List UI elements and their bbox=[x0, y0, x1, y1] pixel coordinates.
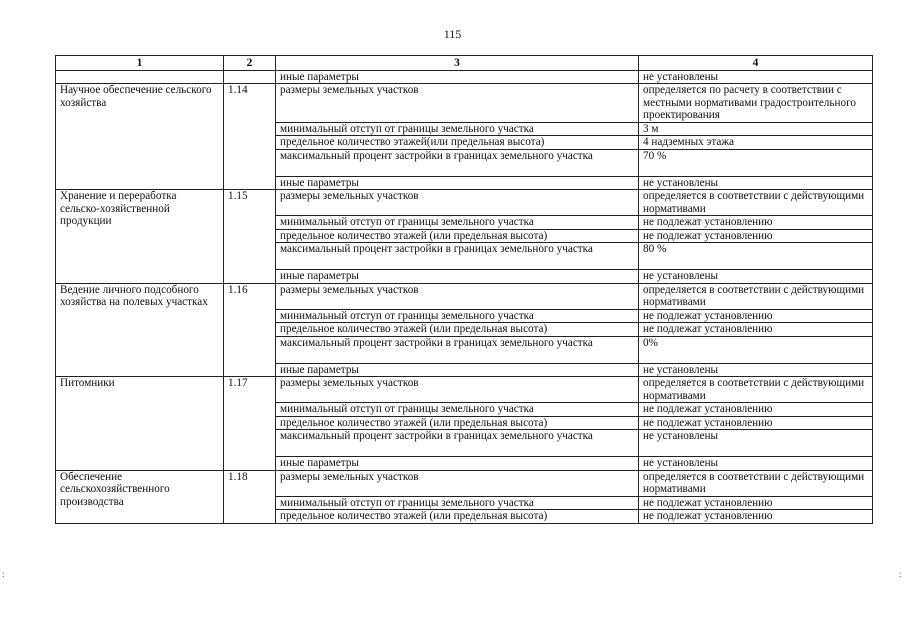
value-cell: не установлены bbox=[639, 457, 873, 471]
code-cell: 1.16 bbox=[224, 283, 276, 377]
param-cell: размеры земельных участков bbox=[276, 377, 639, 403]
value-cell: не подлежат установлению bbox=[639, 309, 873, 323]
param-cell: максимальный процент застройки в границах земельного участка bbox=[276, 336, 639, 363]
param-cell: минимальный отступ от границы земельного участка bbox=[276, 403, 639, 417]
param-cell: предельное количество этажей (или предельная высота) bbox=[276, 416, 639, 430]
param-cell: размеры земельных участков bbox=[276, 84, 639, 123]
value-cell: не установлены bbox=[639, 270, 873, 284]
edge-mark-right: : bbox=[899, 569, 902, 579]
header-col-1: 1 bbox=[56, 56, 224, 71]
param-cell: максимальный процент застройки в границах земельного участка bbox=[276, 149, 639, 176]
value-cell: определяется в соответствии с действующими нормативами bbox=[639, 470, 873, 496]
code-cell: 1.15 bbox=[224, 190, 276, 284]
use-name-cell: Обеспечение сельскохозяйственного производства bbox=[56, 470, 224, 523]
param-cell: иные параметры bbox=[276, 176, 639, 190]
table-body bbox=[56, 70, 873, 523]
param-cell: минимальный отступ от границы земельного участка bbox=[276, 122, 639, 136]
use-name-cell: Питомники bbox=[56, 377, 224, 471]
header-col-3: 3 bbox=[276, 56, 639, 71]
param-cell: иные параметры bbox=[276, 457, 639, 471]
use-name-cell: Научное обеспечение сельского хозяйства bbox=[56, 84, 224, 190]
value-cell: не подлежат установлению bbox=[639, 496, 873, 510]
value-cell: определяется в соответствии с действующими нормативами bbox=[639, 283, 873, 309]
regulations-table bbox=[55, 55, 873, 524]
param-cell: максимальный процент застройки в границах земельного участка bbox=[276, 430, 639, 457]
value-cell: не установлены bbox=[639, 430, 873, 457]
use-name-cell bbox=[56, 70, 224, 84]
header-col-2: 2 bbox=[224, 56, 276, 71]
code-cell bbox=[224, 70, 276, 84]
param-cell: предельное количество этажей (или предельная высота) bbox=[276, 229, 639, 243]
value-cell: не установлены bbox=[639, 70, 873, 84]
param-cell: предельное количество этажей (или предельная высота) bbox=[276, 510, 639, 524]
param-cell: минимальный отступ от границы земельного участка bbox=[276, 496, 639, 510]
param-cell: размеры земельных участков bbox=[276, 190, 639, 216]
code-cell: 1.14 bbox=[224, 84, 276, 190]
use-name-cell: Хранение и переработка сельско-хозяйственной продукции bbox=[56, 190, 224, 284]
value-cell: 0% bbox=[639, 336, 873, 363]
value-cell: не подлежат установлению bbox=[639, 403, 873, 417]
param-cell: предельное количество этажей (или предельная высота) bbox=[276, 323, 639, 337]
edge-mark-left: : bbox=[2, 569, 5, 579]
use-name-cell: Ведение личного подсобного хозяйства на полевых участках bbox=[56, 283, 224, 377]
value-cell: определяется в соответствии с действующими нормативами bbox=[639, 377, 873, 403]
param-cell: иные параметры bbox=[276, 363, 639, 377]
table-row bbox=[56, 283, 873, 309]
param-cell: размеры земельных участков bbox=[276, 283, 639, 309]
code-cell: 1.17 bbox=[224, 377, 276, 471]
param-cell: размеры земельных участков bbox=[276, 470, 639, 496]
table-row bbox=[56, 84, 873, 123]
code-cell: 1.18 bbox=[224, 470, 276, 523]
value-cell: не подлежат установлению bbox=[639, 216, 873, 230]
value-cell: не подлежат установлению bbox=[639, 416, 873, 430]
value-cell: 70 % bbox=[639, 149, 873, 176]
value-cell: не подлежат установлению bbox=[639, 229, 873, 243]
table-row bbox=[56, 377, 873, 403]
page-number: 115 bbox=[443, 27, 462, 41]
header-col-4: 4 bbox=[639, 56, 873, 71]
table-row bbox=[56, 190, 873, 216]
value-cell: не подлежат установлению bbox=[639, 510, 873, 524]
value-cell: 4 надземных этажа bbox=[639, 136, 873, 150]
value-cell: 80 % bbox=[639, 243, 873, 270]
value-cell: определяется по расчету в соответствии с местными нормативами градостроительного проектирования bbox=[639, 84, 873, 123]
param-cell: иные параметры bbox=[276, 70, 639, 84]
value-cell: не установлены bbox=[639, 363, 873, 377]
value-cell: определяется в соответствии с действующими нормативами bbox=[639, 190, 873, 216]
value-cell: не подлежат установлению bbox=[639, 323, 873, 337]
value-cell: 3 м bbox=[639, 122, 873, 136]
param-cell: минимальный отступ от границы земельного участка bbox=[276, 216, 639, 230]
value-cell: не установлены bbox=[639, 176, 873, 190]
table-row bbox=[56, 70, 873, 84]
header-row bbox=[56, 56, 873, 71]
param-cell: иные параметры bbox=[276, 270, 639, 284]
param-cell: предельное количество этажей(или предельная высота) bbox=[276, 136, 639, 150]
table-row bbox=[56, 470, 873, 496]
param-cell: максимальный процент застройки в границах земельного участка bbox=[276, 243, 639, 270]
param-cell: минимальный отступ от границы земельного участка bbox=[276, 309, 639, 323]
